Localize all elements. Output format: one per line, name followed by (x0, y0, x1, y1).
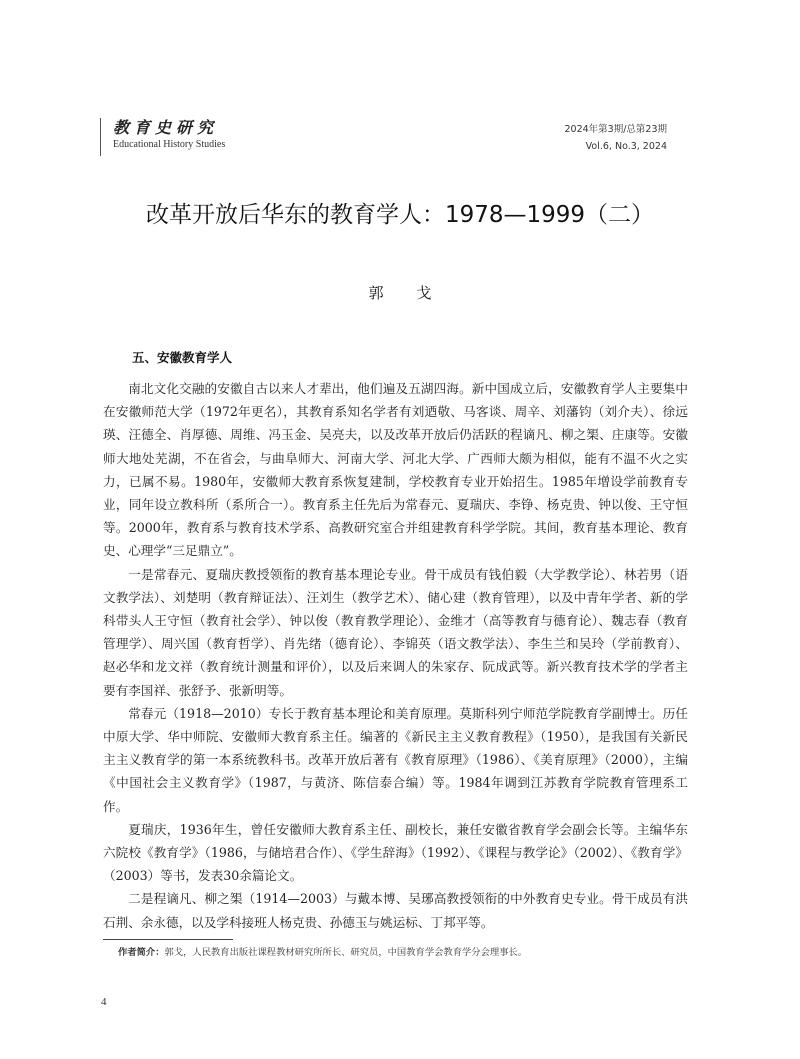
body-paragraph: 常春元（1918—2010）专长于教育基本理论和美育原理。莫斯科列宁师范学院教育学副博士。历任中原大学、华中师院、安徽师大教育系主任。编著的《新民主主义教育教程》（1950），是我国有关新民主主义教育学的第一本系统教科书。改革开放后著有《教育原理》（1986）、《美育原理》（2000），主编《中国社会主义教育学》（1987，与黄济、陈信泰合编）等。1984年调到江苏教育学院教育管理系工作。 (103, 705, 688, 814)
footnote-label: 作者简介： (118, 947, 165, 958)
journal-masthead (100, 118, 225, 156)
footnote-divider (103, 939, 233, 940)
body-paragraph: 南北文化交融的安徽自古以来人才辈出，他们遍及五湖四海。新中国成立后，安徽教育学人主要集中在安徽师范大学（1972年更名），其教育系知名学者有刘迺敬、马客谈、周辛、刘藩钧（刘介夫）、徐远瑛、汪德全、肖厚德、周维、冯玉金、吴亮夫，以及改革开放后仍活跃的程谪凡、柳之榘、庄康等。安徽师大地处芜湖，不在省会，与曲阜师大、河南大学、河北大学、广西师大颇为相似，能有不温不火之实力，已属不易。1980年，安徽师大教育系恢复建制，学校教育专业开始招生。1985年增设学前教育专业，同年设立教科所（系所合一）。教育系主任先后为常春元、夏瑞庆、李铮、杨克贵、钟以俊、王守恒等。2000年，教育系与教育技术学系、高教研究室合并组建教育科学学院。其间，教育基本理论、教育史、心理学“三足鼎立”。 (103, 381, 688, 559)
footnote-text: 郭戈，人民教育出版社课程教材研究所所长、研究员，中国教育学会教育学分会理事长。 (164, 947, 528, 958)
issue-info-en: Vol.6, No.3, 2024 (585, 141, 667, 152)
author-footnote (118, 945, 678, 960)
issue-info (564, 121, 667, 155)
section-heading: 五、安徽教育学人 (132, 350, 233, 365)
issue-info-cn: 2024年第3期/总第23期 (564, 124, 667, 135)
page-number: 4 (101, 996, 107, 1008)
body-paragraph: 夏瑞庆，1936年生，曾任安徽师大教育系主任、副校长，兼任安徽省教育学会副会长等。主编华东六院校《教育学》（1986，与储培君合作）、《学生辞海》（1992）、《课程与教学论》（2002）、《教育学》（2003）等书，发表30余篇论文。 (103, 821, 688, 884)
body-paragraph: 一是常春元、夏瑞庆教授领衔的教育基本理论专业。骨干成员有钱伯毅（大学教学论）、林若男（语文教学法）、刘楚明（教育辩证法）、汪刘生（教学艺术）、储心建（教育管理），以及中青年学者、新的学科带头人王守恒（教育社会学）、钟以俊（教育教学理论）、金维才（高等教育与德育论）、魏志春（教育管理学）、周兴国（教育哲学）、肖先绪（德育论）、李锦英（语文教学法）、李生兰和吴玲（学前教育）、赵必华和龙文祥（教育统计测量和评价），以及后来调人的朱家存、阮成武等。新兴教育技术学的学者主要有李国祥、张舒予、张新明等。 (103, 566, 688, 698)
article-author: 郭 戈 (368, 284, 446, 302)
body-paragraph: 二是程谪凡、柳之榘（1914—2003）与戴本博、吴琊高教授领衔的中外教育史专业。骨干成员有洪石荆、余永德，以及学科接班人杨克贵、孙德玉与姚运标、丁邦平等。 (103, 891, 688, 930)
journal-name-en: Educational History Studies (113, 139, 226, 150)
article-body (103, 377, 688, 934)
journal-name-cn: 教育史研究 (113, 118, 219, 137)
article-title: 改革开放后华东的教育学人：1978—1999（二） (145, 202, 655, 228)
